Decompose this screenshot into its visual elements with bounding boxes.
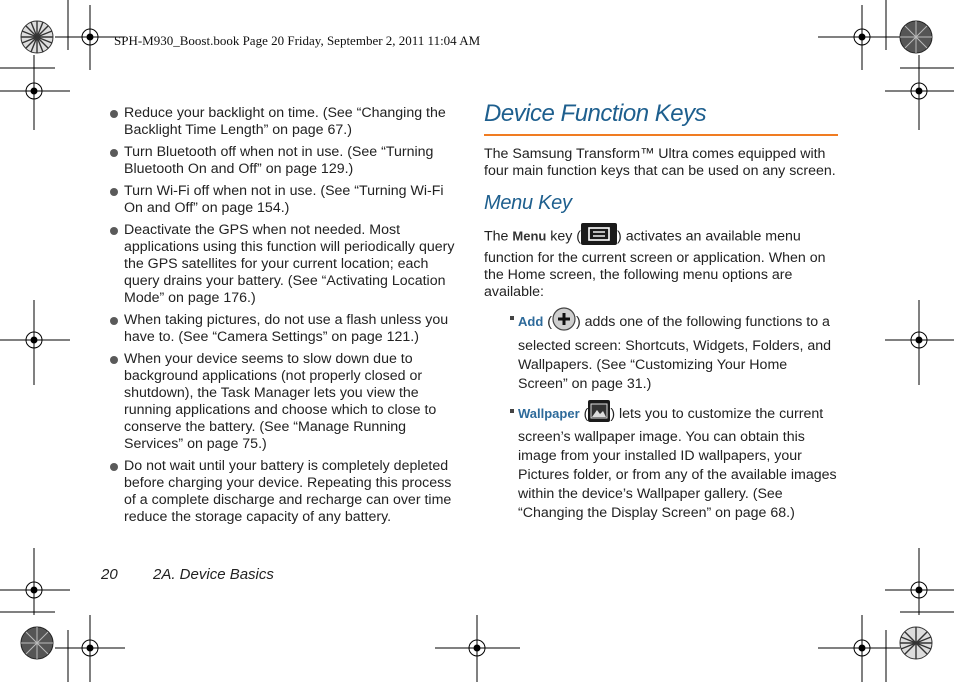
crosshair-mark-bottom-center bbox=[435, 615, 520, 682]
crosshair-mark-top-right bbox=[818, 5, 900, 70]
list-item: Add ( ) adds one of the following functions to a selected screen: Shortcuts, Widgets, Folders, and Wallpapers. (See “Customizing Your Home Screen” on page 31.) bbox=[484, 307, 838, 394]
device-function-keys-section bbox=[484, 100, 838, 523]
list-item: Wallpaper ( ) lets you to customize the current screen’s wallpaper image. You can obtain this image from your installed ID wallpapers, your Pictures folder, or from any of the available images within the device’s Wallpaper gallery. (See “Changing the Display Screen” on page 68.) bbox=[484, 400, 838, 523]
menu-key-paragraph: The Menu key ( ) activates an available menu function for the current screen or application. When on the Home screen, the following menu options are available: bbox=[484, 223, 838, 301]
crosshair-mark-right-lower bbox=[885, 548, 954, 615]
list-item: When your device seems to slow down due to background applications (not properly closed or shutdown), the Task Manager lets you view the running applications and choose which to close to conserve the battery. (See “Manage Running Services” on page 75.) bbox=[108, 351, 464, 453]
section-title: Device Function Keys bbox=[484, 100, 838, 136]
list-item: Reduce your backlight on time. (See “Changing the Backlight Time Length” on page 67.) bbox=[108, 105, 464, 139]
star-target-top-right bbox=[900, 21, 932, 53]
star-target-bottom-left bbox=[21, 627, 53, 659]
bullet-dot-icon bbox=[110, 463, 118, 471]
plus-circle-icon bbox=[552, 307, 576, 337]
bullet-dot-icon bbox=[110, 317, 118, 325]
crosshair-mark-left-lower bbox=[0, 548, 70, 615]
list-item: Do not wait until your battery is completely depleted before charging your device. Repeating this process of a complete discharge and recharge can over time reduce the storage capacity of any battery. bbox=[108, 458, 464, 526]
list-item: Turn Bluetooth off when not in use. (See “Turning Bluetooth On and Off” on page 129.) bbox=[108, 144, 464, 178]
crosshair-mark-right-upper bbox=[885, 55, 954, 130]
list-item: When taking pictures, do not use a flash unless you have to. (See “Camera Settings” on page 121.) bbox=[108, 312, 464, 346]
footer-section-name: 2A. Device Basics bbox=[153, 566, 274, 583]
bullet-dot-icon bbox=[110, 188, 118, 196]
star-target-top-left bbox=[21, 21, 53, 53]
bullet-dot-icon bbox=[110, 149, 118, 157]
battery-tips-list bbox=[108, 105, 464, 531]
crosshair-mark-left-middle bbox=[0, 300, 70, 385]
list-item: Turn Wi-Fi off when not in use. (See “Turning Wi-Fi On and Off” on page 154.) bbox=[108, 183, 464, 217]
bullet-dot-icon bbox=[110, 110, 118, 118]
section-intro: The Samsung Transform™ Ultra comes equipped with four main function keys that can be used on any screen. bbox=[484, 146, 836, 179]
bullet-dot-icon bbox=[110, 356, 118, 364]
crosshair-mark-left-upper bbox=[0, 55, 70, 130]
bullet-square-icon bbox=[510, 316, 514, 320]
page-number: 20 bbox=[101, 566, 118, 583]
bullet-square-icon bbox=[510, 409, 514, 413]
list-item: Deactivate the GPS when not needed. Most applications using this function will periodically query the GPS satellites for your current location; each query drains your battery. (See “Activating Location Mode” on page 176.) bbox=[108, 222, 464, 307]
star-target-bottom-right bbox=[900, 627, 932, 659]
crosshair-mark-bottom-left bbox=[55, 615, 125, 682]
bullet-dot-icon bbox=[110, 227, 118, 235]
wallpaper-icon bbox=[588, 400, 610, 428]
subsection-title: Menu Key bbox=[484, 192, 572, 214]
menu-key-icon bbox=[581, 223, 617, 250]
crosshair-mark-right-middle bbox=[885, 300, 954, 385]
print-header: SPH-M930_Boost.book Page 20 Friday, September 2, 2011 11:04 AM bbox=[114, 33, 481, 48]
crosshair-mark-bottom-right bbox=[818, 615, 900, 682]
